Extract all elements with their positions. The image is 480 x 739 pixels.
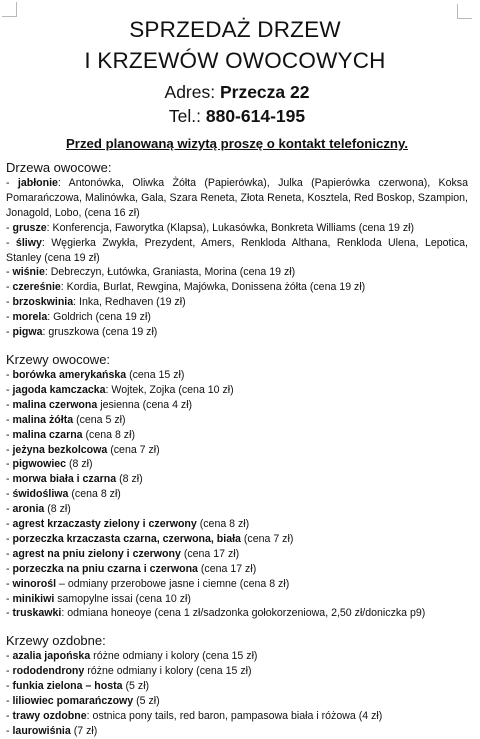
list-item: - porzeczka na pniu czarna i czerwona (cena 17 zł) bbox=[6, 562, 257, 575]
list-item: - borówka amerykańska (cena 15 zł) bbox=[6, 368, 185, 381]
section-heading: Krzewy owocowe: bbox=[6, 351, 111, 367]
item-name: jagoda kamczacka bbox=[12, 383, 106, 396]
item-name: malina czarna bbox=[12, 428, 83, 441]
list-item: - minikiwi samopylne issai (cena 10 zł) bbox=[6, 592, 191, 605]
phone-value: 880-614-195 bbox=[205, 106, 306, 126]
item-details: (8 zł) bbox=[69, 458, 93, 471]
item-details: różne odmiany i kolory (cena 15 zł) bbox=[93, 650, 258, 663]
list-item: - czereśnie: Kordia, Burlat, Rewgina, Majówka, Donissena żółta (cena 19 zł) bbox=[6, 281, 366, 294]
page-title bbox=[2, 14, 468, 76]
item-details: odmiana honeoye (cena 1 zł/sadzonka gołokorzeniowa, 2,50 zł/doniczka p9) bbox=[67, 607, 426, 620]
list-item: - malina żółta (cena 5 zł) bbox=[6, 413, 126, 426]
item-separator: : bbox=[60, 281, 67, 294]
item-details: (8 zł) bbox=[119, 473, 143, 486]
item-details: (8 zł) bbox=[47, 503, 71, 516]
list-item: - funkia zielona – hosta (5 zł) bbox=[6, 680, 150, 693]
product-list bbox=[6, 649, 468, 738]
item-details: jesienna (cena 4 zł) bbox=[100, 398, 193, 411]
list-item: - trawy ozdobne: ostnica pony tails, red baron, pampasowa biała i różowa (4 zł) bbox=[6, 710, 383, 722]
item-separator: – bbox=[56, 577, 68, 590]
item-name: jeżyna bezkolcowa bbox=[12, 443, 108, 456]
item-details: (cena 7 zł) bbox=[110, 443, 160, 456]
item-separator: : bbox=[42, 326, 49, 339]
item-separator: : bbox=[73, 296, 80, 309]
list-item: - jagoda kamczacka: Wojtek, Zojka (cena 10 zł) bbox=[6, 383, 234, 396]
item-name: minikiwi bbox=[12, 592, 55, 605]
list-item: - morela: Goldrich (cena 19 zł) bbox=[6, 311, 151, 324]
item-details: ostnica pony tails, red baron, pampasowa biała i różowa (4 zł) bbox=[92, 710, 383, 722]
list-item: - jeżyna bezkolcowa (cena 7 zł) bbox=[6, 443, 160, 456]
item-name: brzoskwinia bbox=[12, 296, 74, 309]
item-details: (5 zł) bbox=[125, 680, 150, 693]
item-name: wiśnie bbox=[12, 266, 45, 279]
list-item: - malina czerwona jesienna (cena 4 zł) bbox=[6, 398, 193, 411]
item-name: winorośl bbox=[12, 577, 57, 590]
item-name: rododendrony bbox=[12, 665, 85, 678]
list-item: - pigwa: gruszkowa (cena 19 zł) bbox=[6, 326, 158, 339]
list-item: - aronia (8 zł) bbox=[6, 503, 71, 516]
item-details: (cena 8 zł) bbox=[71, 488, 121, 501]
item-separator: : bbox=[46, 221, 53, 234]
item-details: (cena 5 zł) bbox=[76, 413, 126, 426]
item-details: Debreczyn, Łutówka, Graniasta, Morina (cena 19 zł) bbox=[50, 266, 296, 279]
list-item: - grusze: Konferencja, Faworytka (Klapsa), Lukasówka, Bonkreta Williams (cena 19 zł) bbox=[6, 221, 415, 234]
item-name: pigwa bbox=[12, 326, 43, 339]
phone-line bbox=[6, 104, 468, 128]
item-separator: : bbox=[41, 236, 52, 249]
item-name: morwa biała i czarna bbox=[12, 473, 117, 486]
item-separator: : bbox=[47, 311, 54, 324]
item-details: (cena 17 zł) bbox=[183, 547, 240, 560]
address-line bbox=[6, 80, 468, 104]
item-details: gruszkowa (cena 19 zł) bbox=[48, 326, 158, 339]
section-heading: Krzewy ozdobne: bbox=[6, 633, 106, 649]
item-details: samopylne issai (cena 10 zł) bbox=[57, 592, 191, 605]
item-separator: : bbox=[57, 177, 69, 189]
title-line-1: SPRZEDAŻ DRZEW bbox=[129, 17, 341, 42]
item-name: morela bbox=[12, 311, 48, 324]
item-separator: : bbox=[86, 710, 93, 722]
address-label: Adres: bbox=[164, 82, 216, 102]
list-item: - agrest na pniu zielony i czerwony (cena 17 zł) bbox=[6, 547, 240, 560]
item-name: agrest krzaczasty zielony i czerwony bbox=[12, 518, 197, 531]
item-details: (cena 8 zł) bbox=[199, 518, 250, 531]
item-name: trawy ozdobne bbox=[12, 710, 87, 722]
list-item: - liliowiec pomarańczowy (5 zł) bbox=[6, 695, 160, 708]
item-name: świdośliwa bbox=[12, 488, 69, 501]
list-item: - winorośl – odmiany przerobowe jasne i ciemne (cena 8 zł) bbox=[6, 577, 290, 590]
item-details: Wojtek, Zojka (cena 10 zł) bbox=[111, 383, 234, 396]
list-item: - świdośliwa (cena 8 zł) bbox=[6, 488, 121, 501]
item-name: aronia bbox=[12, 503, 45, 516]
item-name: malina żółta bbox=[12, 413, 74, 426]
product-list bbox=[6, 368, 468, 621]
product-sections bbox=[6, 160, 468, 739]
item-details: Goldrich (cena 19 zł) bbox=[53, 311, 151, 324]
list-item: - malina czarna (cena 8 zł) bbox=[6, 428, 135, 441]
section-heading: Drzewa owocowe: bbox=[6, 160, 112, 175]
item-name: funkia zielona – hosta bbox=[12, 680, 123, 693]
item-name: borówka amerykańska bbox=[12, 368, 127, 381]
item-details: (cena 8 zł) bbox=[85, 428, 135, 441]
item-name: azalia japońska bbox=[12, 650, 91, 663]
list-item: - truskawki: odmiana honeoye (cena 1 zł/sadzonka gołokorzeniowa, 2,50 zł/doniczka p9) bbox=[6, 607, 426, 620]
item-details: Kordia, Burlat, Rewgina, Majówka, Donissena żółta (cena 19 zł) bbox=[66, 281, 366, 294]
title-line-2: I KRZEWÓW OWOCOWYCH bbox=[84, 48, 386, 73]
list-item: - laurowiśnia (7 zł) bbox=[6, 724, 98, 737]
contact-notice: Przed planowaną wizytą proszę o kontakt telefoniczny. bbox=[66, 136, 408, 151]
item-details: Konferencja, Faworytka (Klapsa), Lukasówka, Bonkreta Williams (cena 19 zł) bbox=[52, 221, 415, 234]
item-name: śliwy bbox=[15, 236, 42, 249]
item-name: truskawki bbox=[12, 607, 62, 620]
item-details: Inka, Redhaven (19 zł) bbox=[79, 296, 186, 309]
item-details: (cena 15 zł) bbox=[129, 368, 185, 381]
item-name: czereśnie bbox=[12, 281, 61, 294]
product-list bbox=[6, 176, 468, 340]
item-details: (cena 17 zł) bbox=[200, 562, 257, 575]
item-name: porzeczka na pniu czarna i czerwona bbox=[12, 562, 198, 575]
item-name: pigwowiec bbox=[12, 458, 67, 471]
item-name: agrest na pniu zielony i czerwony bbox=[12, 547, 181, 560]
item-details: różne odmiany i kolory (cena 15 zł) bbox=[87, 665, 252, 678]
item-details: Antonówka, Oliwka Żółta (Papierówka), Julka (Papierówka czerwona), Koksa Pomarańczowa, Malinówka, Gala, Szara Reneta, Złota Reneta, Kosztela, Red Boskop, Szampion, Jonagold, Lobo, (cena 16 zł) bbox=[6, 177, 468, 219]
list-item: - azalia japońska różne odmiany i kolory (cena 15 zł) bbox=[6, 650, 258, 663]
document-page bbox=[6, 14, 468, 739]
item-separator: : bbox=[61, 607, 68, 620]
list-item: - pigwowiec (8 zł) bbox=[6, 458, 93, 471]
address-value: Przecza 22 bbox=[219, 82, 310, 102]
list-item: - wiśnie: Debreczyn, Łutówka, Graniasta, Morina (cena 19 zł) bbox=[6, 266, 296, 279]
item-name: laurowiśnia bbox=[12, 724, 71, 737]
item-details: (7 zł) bbox=[73, 724, 98, 737]
list-item: - śliwy: Węgierka Zwykła, Prezydent, Amers, Renkloda Althana, Renkloda Ulena, Lepotica, Stanley (cena 19 zł) bbox=[6, 236, 468, 264]
item-name: malina czerwona bbox=[12, 398, 98, 411]
item-name: jabłonie bbox=[17, 177, 58, 189]
item-details: (5 zł) bbox=[136, 695, 160, 708]
item-details: Węgierka Zwykła, Prezydent, Amers, Renkloda Althana, Renkloda Ulena, Lepotica, Stanley (cena 19 zł) bbox=[6, 236, 468, 264]
item-details: odmiany przerobowe jasne i ciemne (cena 8 zł) bbox=[67, 577, 290, 590]
list-item: - brzoskwinia: Inka, Redhaven (19 zł) bbox=[6, 296, 186, 309]
item-name: porzeczka krzaczasta czarna, czerwona, biała bbox=[12, 532, 241, 545]
phone-label: Tel.: bbox=[168, 106, 201, 126]
list-item: - morwa biała i czarna (8 zł) bbox=[6, 473, 143, 486]
item-separator: : bbox=[44, 266, 51, 279]
list-item: - agrest krzaczasty zielony i czerwony (cena 8 zł) bbox=[6, 518, 250, 531]
item-name: grusze bbox=[12, 221, 47, 234]
item-details: (cena 7 zł) bbox=[243, 532, 294, 545]
item-separator: : bbox=[105, 383, 112, 396]
list-item: - rododendrony różne odmiany i kolory (cena 15 zł) bbox=[6, 665, 252, 678]
list-item: - porzeczka krzaczasta czarna, czerwona, biała (cena 7 zł) bbox=[6, 532, 294, 545]
item-name: liliowiec pomarańczowy bbox=[12, 695, 134, 708]
list-item: - jabłonie: Antonówka, Oliwka Żółta (Papierówka), Julka (Papierówka czerwona), Koksa Pomarańczowa, Malinówka, Gala, Szara Reneta, Złota Reneta, Kosztela, Red Boskop, Szampion, Jonagold, Lobo, (cena 16 zł) bbox=[6, 177, 468, 219]
